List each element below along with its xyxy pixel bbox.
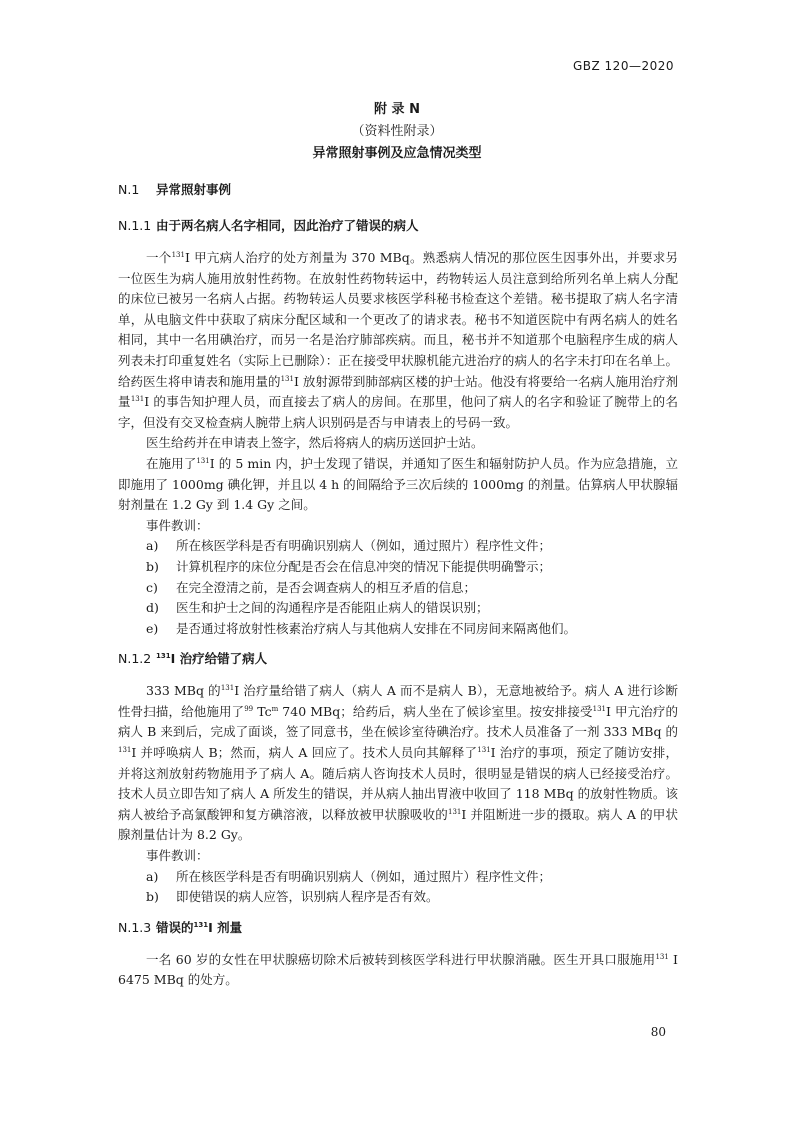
paragraph: 333 MBq 的$^{131}$I 治疗量给错了病人（病人 A 而不是病人 B），无意地被给予。病人 A 进行诊断性骨扫描，给他施用了$^{99}$ Tc$^m$ 740 MBq；给药后，病人坐在了候诊室里。按安排接受$^{131}$I 甲亢治疗的病人 B 来到后，完成了面谈，签了同意书，坐在候诊室待碘治疗。技术人员准备了一剂 333 MBq 的$^{131}$I 并呼唤病人 B；然而，病人 A 回应了。技术人员向其解释了$^{131}$I 治疗的事项，预定了随访安排，并将这剂放射药物施用予了病人 A。随后病人咨询技术人员时，很明显是错误的病人已经接受治疗。技术人员立即告知了病人 A 所发生的错误，并从病人抽出胃液中收回了 118 MBq 的放射性物质。该病人被给予高氯酸钾和复方碘溶液，以释放被甲状腺吸收的$^{131}$I 并阻断进一步的摄取。病人 A 的甲状腺剂量估计为 8.2 Gy。: [118, 683, 678, 843]
subsection-number: N.1.1: [118, 218, 152, 233]
subsection-heading-n12: N.1.2 $^{131}$I 治疗给错了病人: [118, 649, 678, 669]
page-number: 80: [650, 1025, 666, 1039]
appendix-name: 异常照射事例及应急情况类型: [312, 146, 482, 161]
subsection-number: N.1.2: [118, 651, 152, 667]
paragraph: 医生给药并在申请表上签字，然后将病人的病历送回护士站。: [146, 435, 484, 451]
subsection-title: I 治疗给错了病人: [170, 651, 268, 667]
subsection-number: N.1.3: [118, 919, 152, 935]
list-item: a) 所在核医学科是否有明确识别病人（例如，通过照片）程序性文件；: [146, 868, 552, 884]
lessons-label: 事件教训：: [146, 517, 209, 533]
paragraph: 在施用了$^{131}$I 的 5 min 内，护士发现了错误，并通知了医生和辐射防护人员。作为应急措施，立即施用了 1000mg 碘化钾，并且以 4 h 的间隔给予三次后续的 1000mg 的剂量。估算病人甲状腺辐射剂量在 1.2 Gy 到 1.4 Gy 之间。: [118, 455, 678, 513]
list-item: b) 计算机程序的床位分配是否会在信息冲突的情况下能提供明确警示；: [146, 558, 552, 574]
list-item: a) 所在核医学科是否有明确识别病人（例如，通过照片）程序性文件；: [146, 538, 552, 554]
list-item: b) 即使错误的病人应答，识别病人程序是否有效。: [146, 889, 439, 905]
lessons-list: [118, 867, 678, 908]
paragraph: 一名 60 岁的女性在甲状腺癌切除术后被转到核医学科进行甲状腺消融。医生开具口服施用$^{131}$ I 6475 MBq 的处方。: [118, 951, 678, 988]
section-title: 异常照射事例: [156, 182, 232, 197]
list-item: c) 在完全澄清之前，是否会调查病人的相互矛盾的信息；: [146, 579, 477, 595]
document-code: GBZ 120—2020: [572, 59, 674, 73]
subsection-heading-n11: [118, 216, 678, 236]
subsection-title: 由于两名病人名字相同，因此治疗了错误的病人: [156, 218, 419, 233]
section-heading-n1: [118, 180, 678, 200]
list-item: d) 医生和护士之间的沟通程序是否能阻止病人的错误识别；: [146, 600, 489, 616]
paragraph: 一个$^{131}$I 甲亢病人治疗的处方剂量为 370 MBq。熟悉病人情况的那位医生因事外出，并要求另一位医生为病人施用放射性药物。在放射性药物转运中，药物转运人员注意到给所列名单上病人分配的床位已被另一名病人占据。药物转运人员要求核医学科秘书检查这个差错。秘书提取了病人名字清单，从电脑文件中获取了病床分配区域和一个更改了的请求表。秘书不知道医院中有两名病人的姓名相同，其中一名用碘治疗，而另一名是治疗肺部疾病。而且，秘书并不知道那个电脑程序生成的病人列表未打印重复姓名（实际上已删除）：正在接受甲状腺机能亢进治疗的病人的名字未打印在名单上。给药医生将申请表和施用量的$^{131}$I 放射源带到肺部病区楼的护士站。他没有将要给一名病人施用治疗剂量$^{131}$I 的事告知护理人员，而直接去了病人的房间。在那里，他问了病人的名字和验证了腕带上的名字，但没有交叉检查病人腕带上病人识别码是否与申请表上的号码一致。: [118, 250, 678, 430]
appendix-title-block: [0, 99, 794, 165]
lessons-list: [118, 536, 678, 639]
subsection-heading-n13: N.1.3 错误的$^{131}$I 剂量: [118, 918, 678, 938]
appendix-label: 附 录 N: [374, 102, 420, 117]
lessons-label: 事件教训：: [146, 848, 209, 864]
document-body: [118, 180, 678, 991]
list-item: e) 是否通过将放射性核素治疗病人与其他病人安排在不同房间来隔离他们。: [146, 620, 577, 636]
appendix-nature: （资料性附录）: [351, 124, 443, 139]
section-number: N.1: [118, 182, 140, 197]
